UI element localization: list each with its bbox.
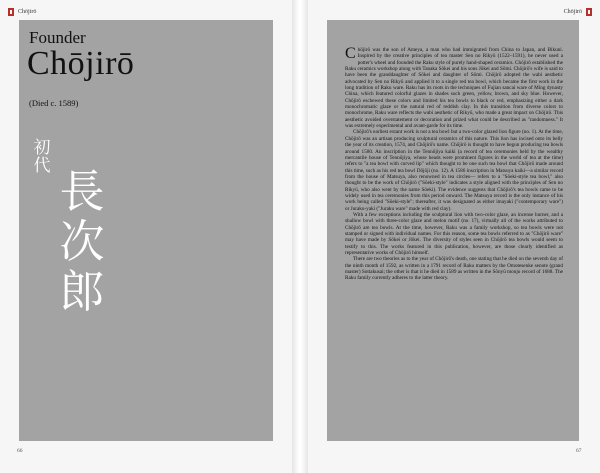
drop-cap: C xyxy=(345,45,356,62)
generation-kanji: 初代 xyxy=(33,138,51,176)
paragraph: With a few exceptions including the sculptural lion with two-color glaze, an incense burner, and a shallow bowl with three-color glaze and melon motif (no. 17), virtually all of the works attributed to Chōjirō are tea bowls. At the time, however, Raku was a family workshop, so tea bowls were not stamped or signed with individual names. For this reason, some tea bowls referred to as "Chōjirō ware" may have made by Sōkei or Jōkei. The diversity of styles seen in Chōjirō tea bowls would seem to testify to this. The works featured in this publication, however, are those clearly identified as representative works of Chōjirō himself. xyxy=(345,211,563,256)
left-page-number: 66 xyxy=(17,448,23,454)
book-gutter xyxy=(292,0,308,473)
paragraph xyxy=(345,47,563,129)
artist-name-title: Chōjirō xyxy=(27,45,135,82)
right-page-number: 67 xyxy=(576,448,582,454)
right-running-head-text: Chōjirō xyxy=(563,9,582,15)
paragraph-text: hōjirō was the son of Ameya, a man who had immigrated from China to Japan, and Bikuni. Inspired by the creative principles of tea master Sen no Rikyū (1522–1591), he never used a potter's wheel and founded the Raku style of purely hand-shaped ceramics. Chōjirō established the Raku ceramics workshop along with Tanaka Sōkei and his sons Jōkei and Sōmi. Chōjirō's wife is said to have been the granddaughter of Sōkei and daughter of Sōmi. Chōjirō adopted the wabi aesthetic advocated by Sen no Rikyū and applied it to a single red tea bowl, which became the first work in the long tradition of Raku ware. Raku has its roots in the techniques of Fujian sancai ware of Ming dynasty China, which featured colorful glazes in shades such green, yellow, brown, and sky blue. However, Chōjirō eschewed these colors and limited his tea bowls to black or red, emphasizing either a dark monochromatic glaze or the natural red of reddish clay. In this transition from diverse colors to monochrome, Raku ware reflects the wabi aesthetic of Rikyū, who made a great impact on Chōjirō. This aesthetic avoided overstatement or decoration and prized what could be described as "randomness." It was extremely experimental and avant-garde for its time. xyxy=(345,47,563,130)
left-running-head xyxy=(4,7,36,17)
section-marker-icon xyxy=(586,8,592,16)
left-gray-panel xyxy=(19,20,273,441)
right-gray-panel xyxy=(327,20,579,441)
paragraph: There are two theories as to the year of Chōjirō's death, one stating that he died on the seventh day of the ninth month of 1592, as written in a 1791 record of Raku matters by the Omotesenke senote (grand master) Sottakusai; the other is that it he died in 1589 as written in the Sōnyū monjo record of 1688. The Raku family currently adheres to the latter theory. xyxy=(345,256,563,282)
artist-name-kanji: 長次郎 xyxy=(59,165,105,318)
section-marker-icon xyxy=(8,8,14,16)
biography-text xyxy=(345,47,563,282)
right-running-head xyxy=(564,7,596,17)
paragraph: Chōjirō's earliest extant work is not a tea bowl but a two-color glazed lion figure (no. 1). At the time, Chōjirō was an artisan producing sculptural ceramics of this nature. This lion has incised onto its belly the year of its creation, 1574, and Chōjirō's name. Chōjirō is thought to have begun producing tea bowls around 1580. An inscription in the Tennōjiya kaiki (a record of tea ceremonies held by the wealthy mercantile house of Tennōjiya, whose heads were prominent figures in the world of tea at the time) refers to "a tea bowl with curved lip" which thought to be one such tea bowl that Chōjirō made around this time, such as his red tea bowl Dōjōji (no. 12). A 1586 inscription in Matsuya kaiki—a similar record from the house of Matsuya, also renowned in tea circles— refers to a "Sōeki-style tea bowl," also thought to be the work of Chōjirō ("Sōeki-style" indicates a style aligned with the principles of Sen no Rikyū, who also went by the name Sōeki). The evidence suggests that Chōjirō's tea bowls came to be widely used in tea ceremonies from this period onward. The Matsuya record is the only instance of his work being called "Sōeki-style"; thereafter, it was designated as either imayaki ("contemporary ware") or Juraku-yaki ("Juraku ware" made with red clay). xyxy=(345,129,563,212)
artist-dates: (Died c. 1589) xyxy=(29,98,79,108)
founder-label: Founder xyxy=(29,28,86,47)
left-running-head-text: Chōjirō xyxy=(18,9,37,15)
